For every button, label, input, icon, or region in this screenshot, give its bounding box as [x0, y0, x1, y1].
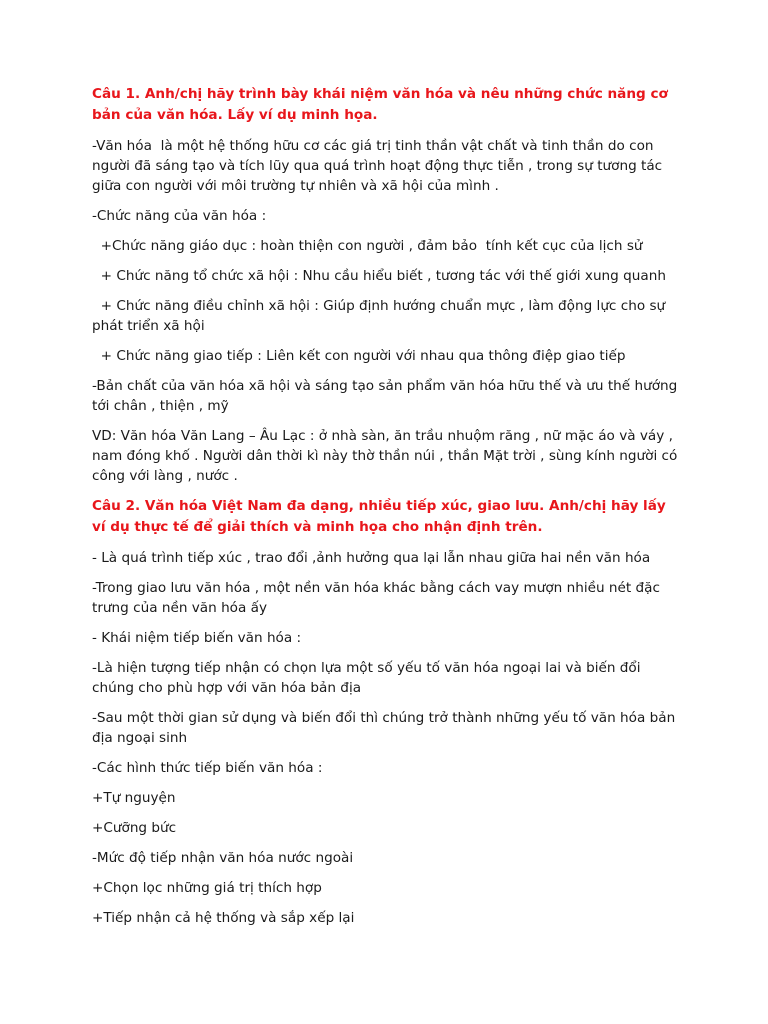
- q1-functions-heading: -Chức năng của văn hóa :: [92, 208, 267, 224]
- q2-paragraph: -Mức độ tiếp nhận văn hóa nước ngoài: [92, 850, 354, 866]
- q2-paragraph: +Tự nguyện: [92, 790, 176, 806]
- document-body: [92, 84, 682, 938]
- q2-paragraph: -Trong giao lưu văn hóa , một nền văn hóa khác bằng cách vay mượn nhiều nét đặc trưng của nền văn hóa ấy: [92, 580, 665, 616]
- question-2-heading: Câu 2. Văn hóa Việt Nam đa dạng, nhiều tiếp xúc, giao lưu. Anh/chị hãy lấy ví dụ thực tế để giải thích và minh họa cho nhận định trên.: [92, 498, 666, 535]
- q1-definition: -Văn hóa là một hệ thống hữu cơ các giá trị tinh thần vật chất và tinh thần do con người đã sáng tạo và tích lũy qua quá trình hoạt động thực tiễn , trong sự tương tác giữa con người với môi trường tự nhiên và xã hội của mình .: [92, 138, 667, 194]
- question-1-heading: Câu 1. Anh/chị hãy trình bày khái niệm văn hóa và nêu những chức năng cơ bản của văn hóa. Lấy ví dụ minh họa.: [92, 86, 668, 123]
- q2-paragraph: -Các hình thức tiếp biến văn hóa :: [92, 760, 323, 776]
- q1-example: VD: Văn hóa Văn Lang – Âu Lạc : ở nhà sàn, ăn trầu nhuộm răng , nữ mặc áo và váy , nam đóng khố . Người dân thời kì này thờ thần núi , thần Mặt trời , sùng kính người có công với làng , nước .: [92, 428, 682, 484]
- q2-paragraph: +Chọn lọc những giá trị thích hợp: [92, 880, 322, 896]
- q2-paragraph: - Là quá trình tiếp xúc , trao đổi ,ảnh hưởng qua lại lẫn nhau giữa hai nền văn hóa: [92, 550, 651, 566]
- q1-function-regulation: + Chức năng điều chỉnh xã hội : Giúp định hướng chuẩn mực , làm động lực cho sự phát triển xã hội: [92, 298, 670, 334]
- q1-function-organization: + Chức năng tổ chức xã hội : Nhu cầu hiểu biết , tương tác với thế giới xung quanh: [92, 268, 666, 284]
- q1-function-education: +Chức năng giáo dục : hoàn thiện con người , đảm bảo tính kết cục của lịch sử: [92, 238, 643, 254]
- q2-paragraph: +Cưỡng bức: [92, 820, 177, 836]
- q2-paragraph: -Sau một thời gian sử dụng và biến đổi thì chúng trở thành những yếu tố văn hóa bản địa ngoại sinh: [92, 710, 680, 746]
- q2-paragraph: +Tiếp nhận cả hệ thống và sắp xếp lại: [92, 910, 355, 926]
- q1-function-communication: + Chức năng giao tiếp : Liên kết con người với nhau qua thông điệp giao tiếp: [92, 348, 626, 364]
- q2-paragraph: - Khái niệm tiếp biến văn hóa :: [92, 630, 302, 646]
- q2-paragraph: -Là hiện tượng tiếp nhận có chọn lựa một số yếu tố văn hóa ngoại lai và biến đổi chúng cho phù hợp với văn hóa bản địa: [92, 660, 645, 696]
- q1-nature: -Bản chất của văn hóa xã hội và sáng tạo sản phẩm văn hóa hữu thế và ưu thế hướng tới chân , thiện , mỹ: [92, 378, 682, 414]
